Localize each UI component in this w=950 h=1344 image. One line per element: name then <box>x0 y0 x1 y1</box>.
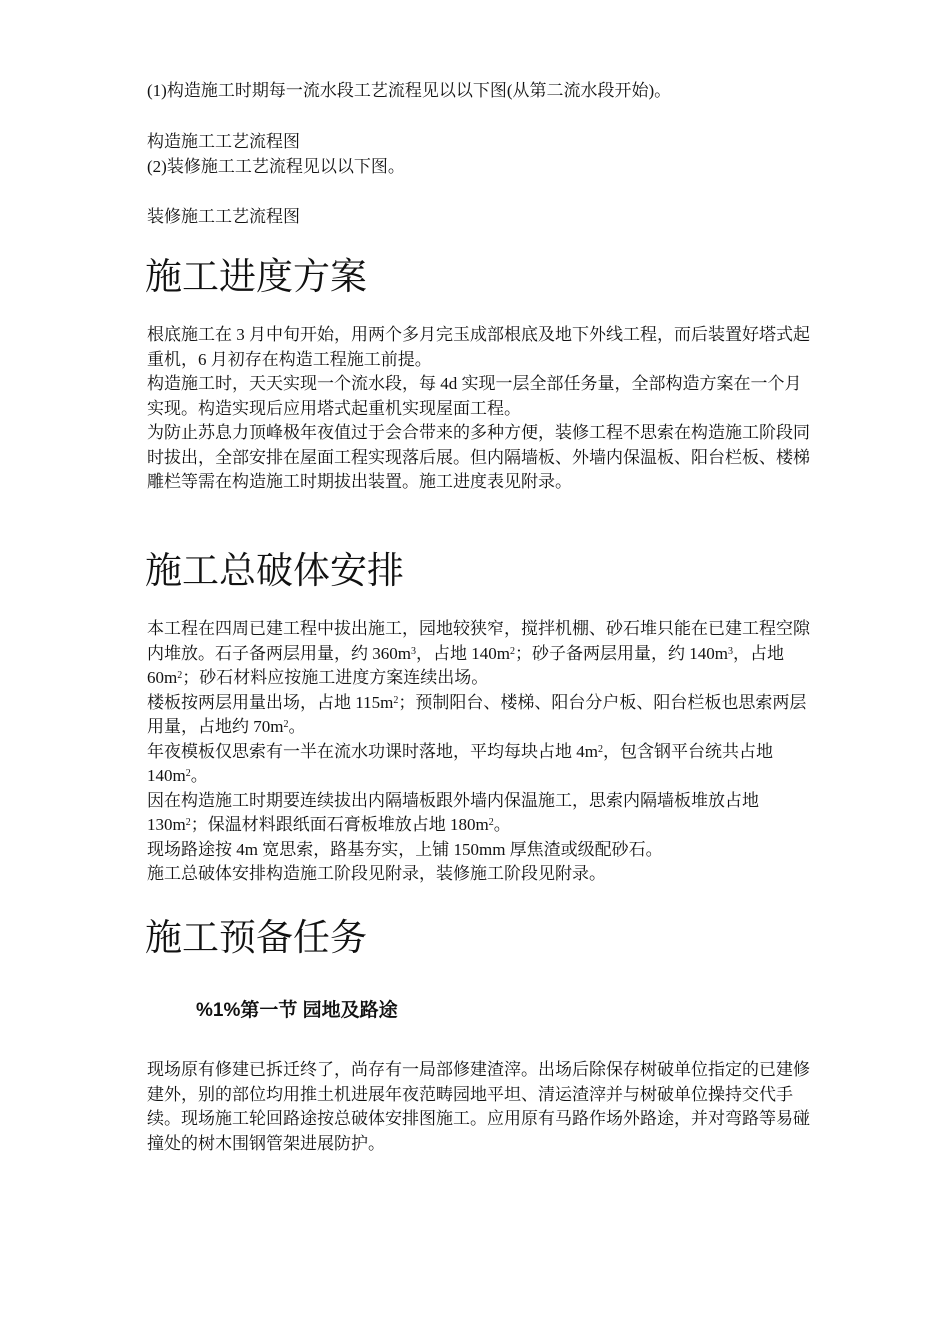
figure-caption-structure: 构造施工工艺流程图 <box>147 132 300 151</box>
site-layout-section-body <box>147 617 812 887</box>
heading-schedule-plan: 施工进度方案 <box>145 257 367 298</box>
paragraph: 现场原有修建已拆迁终了，尚存有一局部修建渣滓。出场后除保存树破单位指定的已建修建外，别的部位均用推土机进展年夜范畴园地平坦、清运渣滓并与树破单位操持交代手续。现场施工轮回路途按总破体安排图施工。应用原有马路作场外路途，并对弯路等易碰撞处的树木围钢管架进展防护。 <box>147 1060 810 1153</box>
paragraph: 施工总破体安排构造施工阶段见附录，装修施工阶段见附录。 <box>147 864 606 883</box>
intro-line-1: (1)构造施工时期每一流水段工艺流程见以以下图(从第二流水段开始)。 <box>147 81 672 100</box>
subheading-site-and-roads: %1%第一节 园地及路途 <box>196 1000 398 1021</box>
paragraph: 年夜模板仅思索有一半在流水功课时落地，平均每块占地 $4m^2$，包含钢平台统共占地 $140m^2$。 <box>147 741 773 785</box>
paragraph: 为防止苏息力顶峰极年夜值过于会合带来的多种方便，装修工程不思索在构造施工阶段同时拔出，全部安排在屋面工程实现落后展。但内隔墙板、外墙内保温板、阳台栏板、楼梯雕栏等需在构造施工时期拔出装置。施工进度表见附录。 <box>147 423 810 491</box>
heading-preparation-tasks: 施工预备任务 <box>145 918 367 959</box>
paragraph: 构造施工时，天天实现一个流水段，每 4d 实现一层全部任务量，全部构造方案在一个月实现。构造实现后应用塔式起重机实现屋面工程。 <box>147 374 802 418</box>
intro-line-2: (2)装修施工工艺流程见以以下图。 <box>147 157 405 176</box>
paragraph: 现场路途按 4m 宽思索，路基夯实，上铺 150mm 厚焦渣或级配砂石。 <box>147 839 663 859</box>
preparation-section-body <box>147 1058 812 1156</box>
paragraph: 因在构造施工时期要连续拔出内隔墙板跟外墙内保温施工，思索内隔墙板堆放占地 $130m^2$；保温材料跟纸面石膏板堆放占地 $180m^2$。 <box>147 790 759 834</box>
figure-caption-decoration: 装修施工工艺流程图 <box>147 207 300 226</box>
schedule-section-body <box>147 323 812 495</box>
paragraph: 本工程在四周已建工程中拔出施工，园地较狭窄，搅拌机棚、砂石堆只能在已建工程空隙内堆放。石子备两层用量，约 $360m^3$，占地 $140m^2$；砂子备两层用量，约 $140m^3$，占地 $60m^2$；砂石材料应按施工进度方案连续出场。 <box>147 619 810 687</box>
heading-site-layout: 施工总破体安排 <box>145 551 404 592</box>
paragraph: 根底施工在 3 月中旬开始，用两个多月完玉成部根底及地下外线工程，而后装置好塔式起重机，6 月初存在构造工程施工前提。 <box>147 325 810 369</box>
paragraph: 楼板按两层用量出场，占地 $115m^2$；预制阳台、楼梯、阳台分户板、阳台栏板也思索两层用量，占地约 $70m^2$。 <box>147 692 807 736</box>
